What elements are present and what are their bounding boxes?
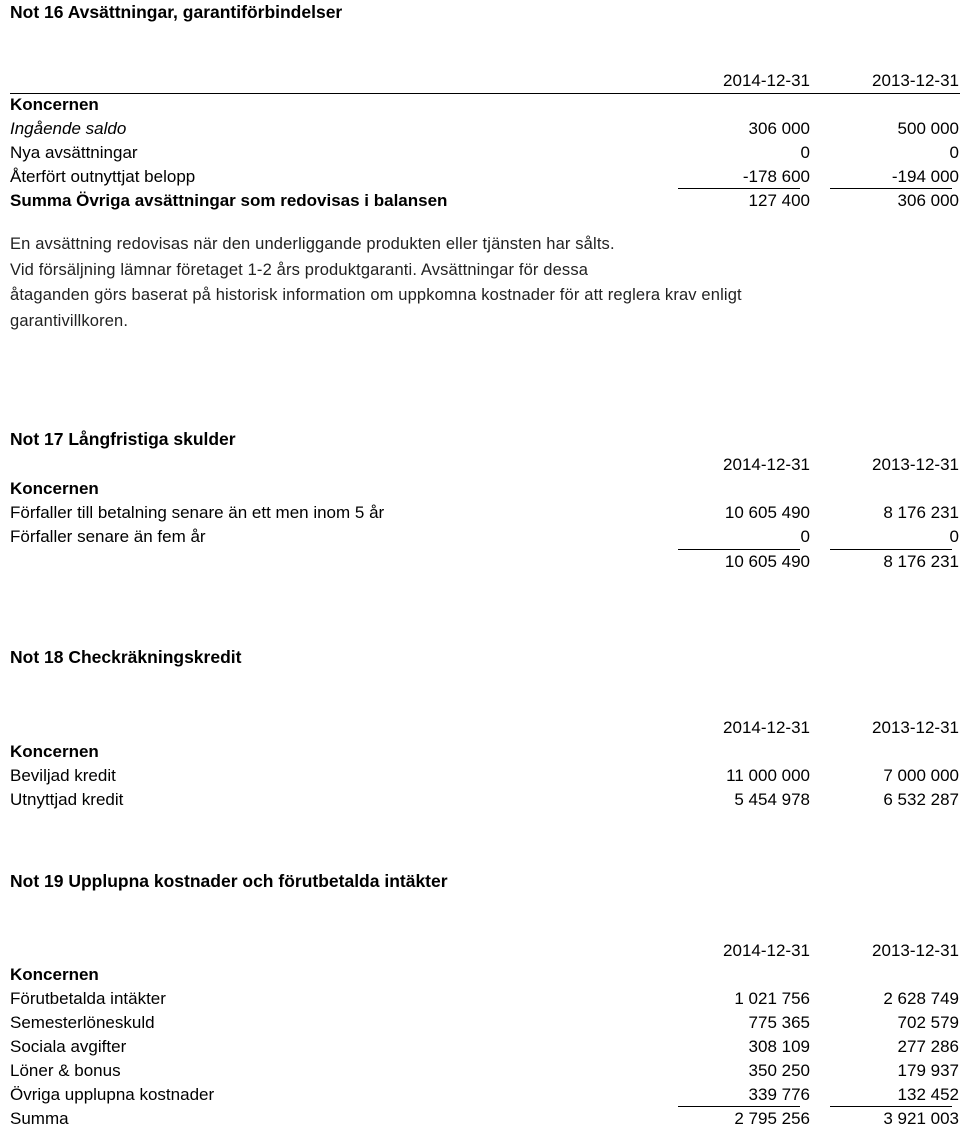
- row-value-2014: 10 605 490: [724, 503, 810, 522]
- note-19-group-row: [10, 963, 960, 987]
- row-value-2014: -178 600: [742, 167, 810, 186]
- note-16-group-label: Koncernen: [10, 95, 99, 114]
- row-label: Semesterlöneskuld: [10, 1013, 155, 1032]
- row-label: Ingående saldo: [10, 119, 127, 138]
- note-18-group-row: [10, 740, 960, 764]
- row-value-2014: 350 250: [748, 1061, 810, 1080]
- row-label: Löner & bonus: [10, 1061, 121, 1080]
- paragraph-line: En avsättning redovisas när den underliggande produkten eller tjänsten har sålts.: [10, 235, 615, 253]
- table-row: [10, 1011, 960, 1035]
- row-value-2014: 0: [800, 527, 810, 546]
- note-17-group-label: Koncernen: [10, 479, 99, 498]
- row-value-2014: 308 109: [748, 1037, 810, 1056]
- row-label: Förutbetalda intäkter: [10, 989, 166, 1008]
- row-label: Övriga upplupna kostnader: [10, 1085, 215, 1104]
- note-16-group-row: [10, 93, 960, 117]
- row-label: Återfört outnyttjat belopp: [10, 167, 196, 186]
- table-row: [10, 1059, 960, 1083]
- paragraph-line: åtaganden görs baserat på historisk information om uppkomna kostnader för att reglera krav enligt: [10, 286, 742, 304]
- note-19-title: Not 19 Upplupna kostnader och förutbetalda intäkter: [10, 871, 448, 891]
- paragraph-line: garantivillkoren.: [10, 311, 129, 330]
- note-16-header-row: [10, 69, 960, 93]
- table-row: [10, 501, 960, 525]
- row-value-2013: 277 286: [897, 1037, 959, 1056]
- row-value-2014: 2 795 256: [734, 1109, 810, 1128]
- note-18-col2-header: 2013-12-31: [872, 718, 959, 737]
- note-18-title: Not 18 Checkräkningskredit: [10, 647, 242, 667]
- row-value-2014: 339 776: [748, 1085, 810, 1104]
- row-value-2013: 702 579: [897, 1013, 959, 1032]
- note-19-header-row: [10, 939, 960, 963]
- table-row: [10, 117, 960, 141]
- note-16-title: Not 16 Avsättningar, garantiförbindelser: [10, 2, 343, 22]
- row-value-2014: 775 365: [748, 1013, 810, 1032]
- row-label: Beviljad kredit: [10, 766, 116, 785]
- note-17-col2-header: 2013-12-31: [872, 455, 959, 474]
- row-value-2013: 0: [949, 527, 959, 546]
- note-19-col1-header: 2014-12-31: [723, 941, 810, 960]
- table-row: [10, 987, 960, 1011]
- row-value-2013: 7 000 000: [883, 766, 959, 785]
- row-value-2014: 1 021 756: [734, 989, 810, 1008]
- note-17-title: Not 17 Långfristiga skulder: [10, 429, 236, 449]
- table-row: [10, 764, 960, 788]
- table-row: [10, 1083, 960, 1107]
- row-value-2014: 5 454 978: [734, 790, 810, 809]
- table-row: [10, 525, 960, 549]
- note-17-header-row: [10, 453, 960, 477]
- row-value-2013: 500 000: [897, 119, 959, 138]
- note-18-header-row: [10, 716, 960, 740]
- total-value-2014: 10 605 490: [724, 552, 810, 571]
- paragraph-line: Vid försäljning lämnar företaget 1-2 års produktgaranti. Avsättningar för dessa: [10, 260, 589, 279]
- row-value-2014: 127 400: [748, 191, 810, 210]
- table-row: [10, 788, 960, 812]
- row-value-2013: 2 628 749: [883, 989, 959, 1008]
- row-label: Nya avsättningar: [10, 143, 138, 162]
- row-value-2014: 0: [800, 143, 810, 162]
- note-19-group-label: Koncernen: [10, 965, 99, 984]
- row-value-2013: -194 000: [891, 167, 959, 186]
- note-17-group-row: [10, 477, 960, 501]
- table-row-total: [10, 189, 960, 213]
- row-value-2013: 306 000: [897, 191, 959, 210]
- row-value-2013: 3 921 003: [883, 1109, 959, 1128]
- row-value-2013: 6 532 287: [883, 790, 959, 809]
- row-label: Förfaller senare än fem år: [10, 527, 206, 546]
- row-value-2013: 0: [949, 143, 959, 162]
- note-18-col1-header: 2014-12-31: [723, 718, 810, 737]
- table-row-total: [10, 1107, 960, 1131]
- table-row: [10, 141, 960, 165]
- row-value-2013: 132 452: [897, 1085, 959, 1104]
- table-row: [10, 165, 960, 189]
- note-19-col2-header: 2013-12-31: [872, 941, 959, 960]
- row-label: Summa Övriga avsättningar som redovisas i balansen: [10, 191, 448, 210]
- table-row-total: [10, 550, 960, 574]
- note-16-col1-header: 2014-12-31: [723, 71, 810, 90]
- note-18-group-label: Koncernen: [10, 742, 99, 761]
- note-17-col1-header: 2014-12-31: [723, 455, 810, 474]
- row-label: Utnyttjad kredit: [10, 790, 124, 809]
- table-row: [10, 1035, 960, 1059]
- row-label: Sociala avgifter: [10, 1037, 127, 1056]
- row-value-2014: 11 000 000: [726, 766, 810, 785]
- row-label: Summa: [10, 1109, 69, 1128]
- note-16-col2-header: 2013-12-31: [872, 71, 959, 90]
- total-value-2013: 8 176 231: [883, 552, 959, 571]
- row-label: Förfaller till betalning senare än ett men inom 5 år: [10, 503, 385, 522]
- row-value-2014: 306 000: [748, 119, 810, 138]
- note-16-description: [10, 232, 960, 334]
- row-value-2013: 8 176 231: [883, 503, 959, 522]
- row-value-2013: 179 937: [897, 1061, 959, 1080]
